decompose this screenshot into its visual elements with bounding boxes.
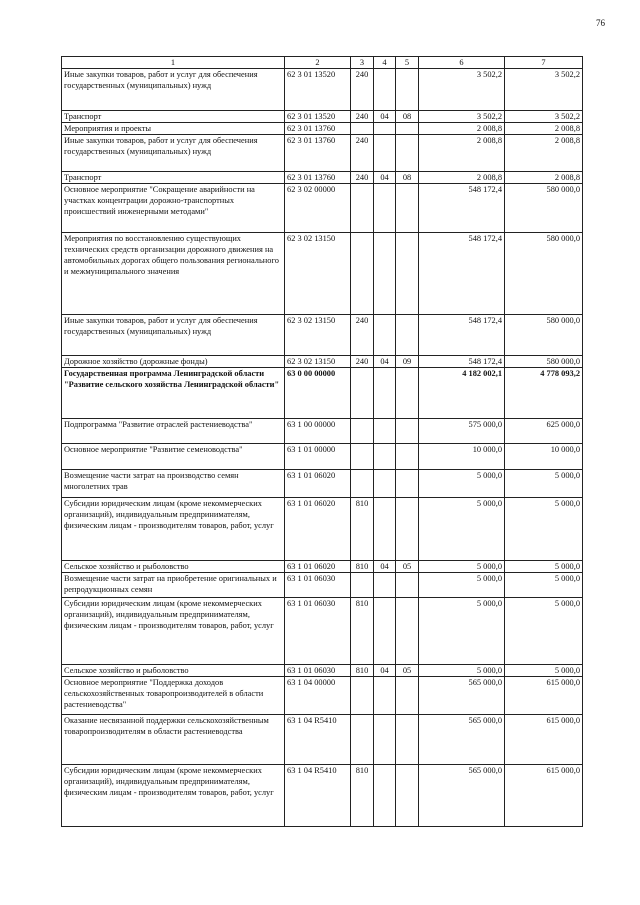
expense-type: 810 bbox=[351, 598, 374, 665]
amount-year-2: 5 000,0 bbox=[505, 498, 583, 561]
expense-type bbox=[351, 368, 374, 419]
subsection-code: 05 bbox=[396, 561, 419, 573]
item-name: Возмещение части затрат на приобретение оригинальных и репродукционных семян bbox=[62, 573, 285, 598]
target-article-code: 62 3 01 13760 bbox=[285, 135, 351, 172]
amount-year-1: 5 000,0 bbox=[419, 573, 505, 598]
amount-year-2: 580 000,0 bbox=[505, 356, 583, 368]
amount-year-2: 5 000,0 bbox=[505, 665, 583, 677]
target-article-code: 63 1 04 00000 bbox=[285, 677, 351, 715]
expense-type bbox=[351, 715, 374, 765]
table-row bbox=[62, 69, 583, 111]
amount-year-1: 565 000,0 bbox=[419, 677, 505, 715]
section-code bbox=[374, 765, 396, 827]
column-number: 4 bbox=[374, 57, 396, 69]
subsection-code: 08 bbox=[396, 172, 419, 184]
subsection-code bbox=[396, 573, 419, 598]
table-row bbox=[62, 111, 583, 123]
target-article-code: 62 3 01 13520 bbox=[285, 69, 351, 111]
item-name: Дорожное хозяйство (дорожные фонды) bbox=[62, 356, 285, 368]
amount-year-1: 2 008,8 bbox=[419, 135, 505, 172]
item-name: Субсидии юридическим лицам (кроме некоммерческих организаций), индивидуальным предпринимателям, физическим лицам - производителям товаров, работ, услуг bbox=[62, 498, 285, 561]
item-name: Основное мероприятие "Сокращение аварийности на участках концентрации дорожно-транспортных происшествий инженерными методами" bbox=[62, 184, 285, 233]
section-code bbox=[374, 573, 396, 598]
item-name: Мероприятия по восстановлению существующих технических средств организации дорожного движения на автомобильных дорогах общего пользования регионального и межмуниципального значения bbox=[62, 233, 285, 315]
expense-type: 810 bbox=[351, 561, 374, 573]
section-code bbox=[374, 184, 396, 233]
target-article-code: 63 1 01 06030 bbox=[285, 598, 351, 665]
subsection-code bbox=[396, 444, 419, 470]
subsection-code bbox=[396, 184, 419, 233]
amount-year-2: 3 502,2 bbox=[505, 111, 583, 123]
target-article-code: 62 3 02 13150 bbox=[285, 356, 351, 368]
table-row bbox=[62, 356, 583, 368]
item-name: Основное мероприятие "Развитие семеноводства" bbox=[62, 444, 285, 470]
amount-year-1: 5 000,0 bbox=[419, 665, 505, 677]
expense-type bbox=[351, 419, 374, 444]
amount-year-2: 3 502,2 bbox=[505, 69, 583, 111]
subsection-code bbox=[396, 233, 419, 315]
amount-year-2: 5 000,0 bbox=[505, 598, 583, 665]
amount-year-1: 3 502,2 bbox=[419, 111, 505, 123]
column-number: 7 bbox=[505, 57, 583, 69]
table-row bbox=[62, 677, 583, 715]
amount-year-1: 3 502,2 bbox=[419, 69, 505, 111]
subsection-code bbox=[396, 315, 419, 356]
section-code: 04 bbox=[374, 665, 396, 677]
section-code: 04 bbox=[374, 111, 396, 123]
subsection-code: 09 bbox=[396, 356, 419, 368]
table-row bbox=[62, 665, 583, 677]
expense-type: 240 bbox=[351, 111, 374, 123]
target-article-code: 63 1 00 00000 bbox=[285, 419, 351, 444]
section-code bbox=[374, 677, 396, 715]
expense-type bbox=[351, 233, 374, 315]
item-name: Сельское хозяйство и рыболовство bbox=[62, 665, 285, 677]
target-article-code: 62 3 01 13760 bbox=[285, 123, 351, 135]
amount-year-2: 2 008,8 bbox=[505, 172, 583, 184]
expense-type: 240 bbox=[351, 135, 374, 172]
subsection-code bbox=[396, 498, 419, 561]
target-article-code: 63 1 01 06030 bbox=[285, 665, 351, 677]
table-row bbox=[62, 184, 583, 233]
subsection-code bbox=[396, 123, 419, 135]
table-row bbox=[62, 419, 583, 444]
section-code bbox=[374, 470, 396, 498]
target-article-code: 63 1 04 R5410 bbox=[285, 765, 351, 827]
amount-year-1: 2 008,8 bbox=[419, 123, 505, 135]
item-name: Транспорт bbox=[62, 111, 285, 123]
amount-year-1: 2 008,8 bbox=[419, 172, 505, 184]
item-name: Основное мероприятие "Поддержка доходов сельскохозяйственных товаропроизводителей в области растениеводства" bbox=[62, 677, 285, 715]
column-number: 3 bbox=[351, 57, 374, 69]
table-row bbox=[62, 598, 583, 665]
section-code bbox=[374, 368, 396, 419]
item-name: Сельское хозяйство и рыболовство bbox=[62, 561, 285, 573]
target-article-code: 62 3 02 13150 bbox=[285, 315, 351, 356]
section-code bbox=[374, 135, 396, 172]
item-name: Транспорт bbox=[62, 172, 285, 184]
expense-type bbox=[351, 123, 374, 135]
target-article-code: 63 1 01 06030 bbox=[285, 573, 351, 598]
subsection-code bbox=[396, 470, 419, 498]
expense-type: 240 bbox=[351, 315, 374, 356]
item-name: Оказание несвязанной поддержки сельскохозяйственным товаропроизводителям в области растениеводства bbox=[62, 715, 285, 765]
expense-type: 810 bbox=[351, 498, 374, 561]
subsection-code bbox=[396, 419, 419, 444]
item-name: Подпрограмма "Развитие отраслей растениеводства" bbox=[62, 419, 285, 444]
table-row bbox=[62, 368, 583, 419]
subsection-code bbox=[396, 765, 419, 827]
subsection-code: 08 bbox=[396, 111, 419, 123]
section-code bbox=[374, 315, 396, 356]
amount-year-1: 548 172,4 bbox=[419, 233, 505, 315]
amount-year-2: 10 000,0 bbox=[505, 444, 583, 470]
expense-type bbox=[351, 470, 374, 498]
item-name: Субсидии юридическим лицам (кроме некоммерческих организаций), индивидуальным предпринимателям, физическим лицам - производителям товаров, работ, услуг bbox=[62, 765, 285, 827]
table-row bbox=[62, 765, 583, 827]
expense-type: 240 bbox=[351, 172, 374, 184]
section-code bbox=[374, 715, 396, 765]
target-article-code: 63 1 01 06020 bbox=[285, 470, 351, 498]
table-row bbox=[62, 561, 583, 573]
section-code: 04 bbox=[374, 561, 396, 573]
table-row bbox=[62, 123, 583, 135]
column-number-row bbox=[62, 57, 583, 69]
target-article-code: 63 1 04 R5410 bbox=[285, 715, 351, 765]
target-article-code: 63 1 01 06020 bbox=[285, 498, 351, 561]
column-number: 1 bbox=[62, 57, 285, 69]
table-row bbox=[62, 470, 583, 498]
subsection-code bbox=[396, 368, 419, 419]
amount-year-2: 615 000,0 bbox=[505, 677, 583, 715]
table-row bbox=[62, 498, 583, 561]
item-name: Мероприятия и проекты bbox=[62, 123, 285, 135]
amount-year-1: 565 000,0 bbox=[419, 715, 505, 765]
subsection-code: 05 bbox=[396, 665, 419, 677]
expense-type: 810 bbox=[351, 765, 374, 827]
expense-type bbox=[351, 573, 374, 598]
amount-year-2: 2 008,8 bbox=[505, 135, 583, 172]
amount-year-1: 4 182 002,1 bbox=[419, 368, 505, 419]
item-name: Государственная программа Ленинградской области "Развитие сельского хозяйства Ленинградской области" bbox=[62, 368, 285, 419]
expense-type: 240 bbox=[351, 356, 374, 368]
amount-year-1: 5 000,0 bbox=[419, 598, 505, 665]
table-row bbox=[62, 233, 583, 315]
table-row bbox=[62, 172, 583, 184]
target-article-code: 63 1 01 06020 bbox=[285, 561, 351, 573]
section-code bbox=[374, 123, 396, 135]
item-name: Иные закупки товаров, работ и услуг для обеспечения государственных (муниципальных) нужд bbox=[62, 135, 285, 172]
subsection-code bbox=[396, 69, 419, 111]
amount-year-1: 5 000,0 bbox=[419, 470, 505, 498]
subsection-code bbox=[396, 677, 419, 715]
target-article-code: 63 0 00 00000 bbox=[285, 368, 351, 419]
amount-year-2: 5 000,0 bbox=[505, 561, 583, 573]
table-row bbox=[62, 315, 583, 356]
section-code bbox=[374, 598, 396, 665]
amount-year-1: 5 000,0 bbox=[419, 498, 505, 561]
item-name: Субсидии юридическим лицам (кроме некоммерческих организаций), индивидуальным предпринимателям, физическим лицам - производителям товаров, работ, услуг bbox=[62, 598, 285, 665]
amount-year-2: 615 000,0 bbox=[505, 715, 583, 765]
budget-table bbox=[61, 56, 583, 827]
amount-year-2: 580 000,0 bbox=[505, 184, 583, 233]
expense-type bbox=[351, 444, 374, 470]
amount-year-2: 5 000,0 bbox=[505, 573, 583, 598]
expense-type bbox=[351, 184, 374, 233]
table-row bbox=[62, 444, 583, 470]
target-article-code: 63 1 01 00000 bbox=[285, 444, 351, 470]
amount-year-2: 5 000,0 bbox=[505, 470, 583, 498]
column-number: 5 bbox=[396, 57, 419, 69]
item-name: Возмещение части затрат на производство семян многолетних трав bbox=[62, 470, 285, 498]
section-code: 04 bbox=[374, 356, 396, 368]
amount-year-1: 548 172,4 bbox=[419, 315, 505, 356]
amount-year-2: 580 000,0 bbox=[505, 315, 583, 356]
page-number: 76 bbox=[596, 18, 605, 28]
subsection-code bbox=[396, 135, 419, 172]
item-name: Иные закупки товаров, работ и услуг для обеспечения государственных (муниципальных) нужд bbox=[62, 315, 285, 356]
amount-year-2: 580 000,0 bbox=[505, 233, 583, 315]
expense-type: 810 bbox=[351, 665, 374, 677]
section-code bbox=[374, 419, 396, 444]
expense-type bbox=[351, 677, 374, 715]
amount-year-2: 2 008,8 bbox=[505, 123, 583, 135]
expense-type: 240 bbox=[351, 69, 374, 111]
amount-year-1: 575 000,0 bbox=[419, 419, 505, 444]
target-article-code: 62 3 01 13520 bbox=[285, 111, 351, 123]
amount-year-2: 615 000,0 bbox=[505, 765, 583, 827]
section-code bbox=[374, 233, 396, 315]
amount-year-2: 4 778 093,2 bbox=[505, 368, 583, 419]
amount-year-2: 625 000,0 bbox=[505, 419, 583, 444]
target-article-code: 62 3 01 13760 bbox=[285, 172, 351, 184]
amount-year-1: 10 000,0 bbox=[419, 444, 505, 470]
amount-year-1: 548 172,4 bbox=[419, 184, 505, 233]
table-row bbox=[62, 135, 583, 172]
column-number: 2 bbox=[285, 57, 351, 69]
section-code bbox=[374, 498, 396, 561]
section-code bbox=[374, 69, 396, 111]
amount-year-1: 548 172,4 bbox=[419, 356, 505, 368]
section-code bbox=[374, 444, 396, 470]
item-name: Иные закупки товаров, работ и услуг для обеспечения государственных (муниципальных) нужд bbox=[62, 69, 285, 111]
amount-year-1: 5 000,0 bbox=[419, 561, 505, 573]
amount-year-1: 565 000,0 bbox=[419, 765, 505, 827]
table-row bbox=[62, 715, 583, 765]
section-code: 04 bbox=[374, 172, 396, 184]
target-article-code: 62 3 02 13150 bbox=[285, 233, 351, 315]
subsection-code bbox=[396, 715, 419, 765]
column-number: 6 bbox=[419, 57, 505, 69]
subsection-code bbox=[396, 598, 419, 665]
target-article-code: 62 3 02 00000 bbox=[285, 184, 351, 233]
table-row bbox=[62, 573, 583, 598]
